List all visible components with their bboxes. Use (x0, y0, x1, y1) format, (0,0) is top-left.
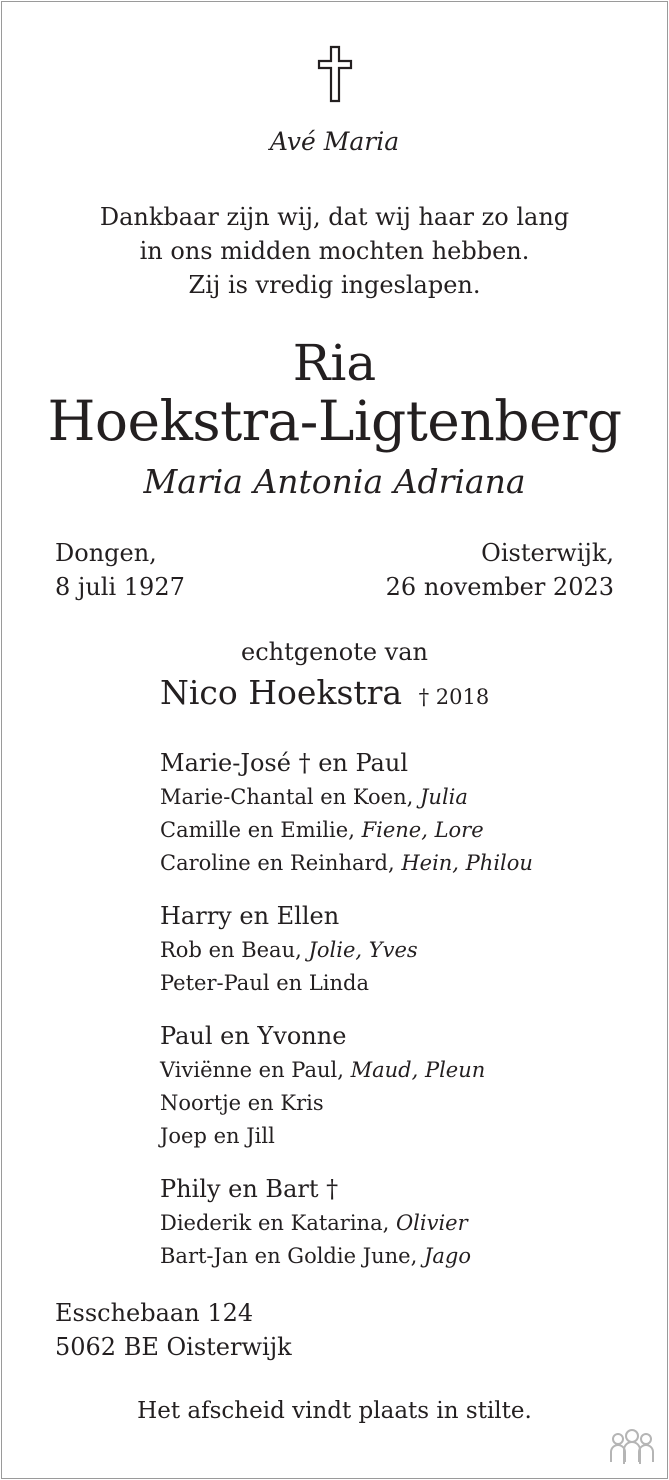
address-street: Esschebaan 124 (55, 1299, 254, 1327)
intro-line: in ons midden mochten hebben. (139, 237, 530, 265)
family-list (160, 745, 533, 1291)
spouse-death-year (419, 685, 490, 709)
spouse-name: Nico Hoekstra (160, 673, 403, 712)
member-children: Maud, Pleun (350, 1058, 486, 1082)
family-member-line (160, 934, 533, 967)
year: 2018 (435, 685, 490, 709)
intro-line: Zij is vredig ingeslapen. (188, 271, 481, 299)
family-member-line (160, 1054, 533, 1087)
deceased-full-name: Maria Antonia Adriana (143, 462, 526, 501)
family-group (160, 1018, 533, 1153)
deceased-first-name: Ria (292, 334, 377, 392)
deceased-surname: Hoekstra-Ligtenberg (47, 389, 622, 453)
member-children: Julia (420, 785, 468, 809)
member-couple: Diederik en Katarina, (160, 1211, 396, 1235)
family-group-head: Marie-José † en Paul (160, 749, 408, 777)
death-date: 26 november 2023 (385, 573, 614, 601)
deceased-mark: † (418, 685, 430, 709)
member-couple: Noortje en Kris (160, 1091, 324, 1115)
member-children: Olivier (395, 1211, 468, 1235)
family-member-line (160, 781, 533, 814)
birth-date: 8 juli 1927 (55, 573, 185, 601)
birth-place: Dongen, (55, 539, 157, 567)
member-children: Fiene, Lore (361, 818, 484, 842)
member-couple: Caroline en Reinhard, (160, 851, 402, 875)
family-group (160, 898, 533, 1000)
member-couple: Viviënne en Paul, (160, 1058, 351, 1082)
intro-text (0, 200, 669, 302)
family-group-head: Paul en Yvonne (160, 1022, 347, 1050)
spouse-relation: echtgenote van (240, 638, 429, 666)
family-group (160, 745, 533, 880)
member-children: Jolie, Yves (308, 938, 418, 962)
family-member-line (160, 1240, 533, 1273)
family-group (160, 1171, 533, 1273)
address-city: 5062 BE Oisterwijk (55, 1333, 292, 1361)
member-couple: Camille en Emilie, (160, 818, 362, 842)
death-info (386, 536, 614, 604)
family-group-head: Phily en Bart † (160, 1175, 339, 1203)
birth-info (55, 536, 185, 604)
salutation: Avé Maria (269, 127, 400, 156)
family-member-line (160, 967, 533, 1000)
member-couple: Bart-Jan en Goldie June, (160, 1244, 424, 1268)
people-group-icon (609, 1428, 655, 1468)
member-couple: Peter-Paul en Linda (160, 971, 370, 995)
family-member-line (160, 1120, 533, 1153)
death-place: Oisterwijk, (481, 539, 614, 567)
member-couple: Marie-Chantal en Koen, (160, 785, 420, 809)
member-couple: Joep en Jill (160, 1124, 275, 1148)
member-children: Jago (423, 1244, 471, 1268)
family-member-line (160, 1087, 533, 1120)
member-children: Hein, Philou (401, 851, 533, 875)
latin-cross-icon (317, 45, 353, 103)
address-block (55, 1296, 292, 1364)
family-group-head: Harry en Ellen (160, 902, 340, 930)
member-couple: Rob en Beau, (160, 938, 309, 962)
family-member-line (160, 814, 533, 847)
closing-note: Het afscheid vindt plaats in stilte. (137, 1398, 532, 1424)
intro-line: Dankbaar zijn wij, dat wij haar zo lang (99, 203, 570, 231)
family-member-line (160, 1207, 533, 1240)
spouse-line (160, 671, 489, 719)
family-member-line (160, 847, 533, 880)
